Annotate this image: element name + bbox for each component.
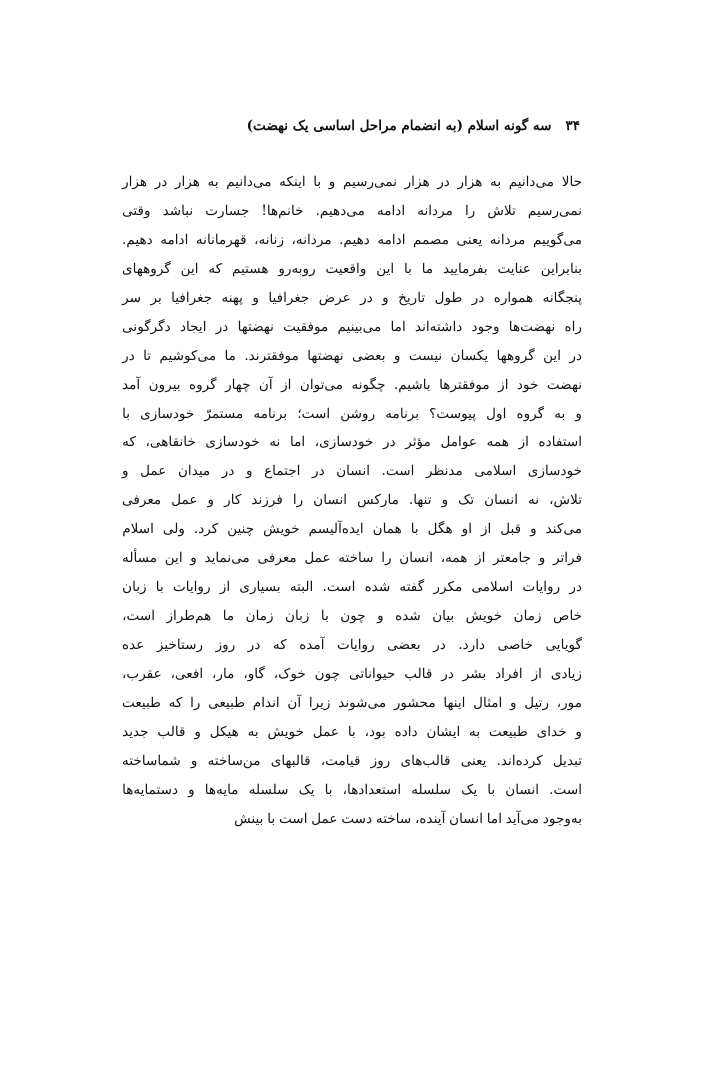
text-line: و به گروه اول پیوست؟ برنامه روشن است؛ برنامه مستمرّ خودسازی با xyxy=(122,405,582,422)
text-line: راه نهضت‌ها وجود داشته‌اند اما می‌بینیم موفقیت نهضتها در ایجاد دگرگونی xyxy=(122,318,582,335)
text-line: نهضت خود از موفقترها باشیم. چگونه می‌توان از آن چهار گروه بیرون آمد xyxy=(122,376,582,393)
running-header xyxy=(128,118,580,134)
text-line: در روایات اسلامی مکرر گفته شده است. البته بسیاری از روایات با زبان xyxy=(122,579,582,596)
body-text xyxy=(122,168,582,834)
text-line: و خدای طبیعت به ایشان داده بود، با عمل خویش به هیکل و قالب جدید xyxy=(122,723,582,740)
text-line: می‌کند و قبل از او هگل با همان ایده‌آلیسم خویش چنین کرد. ولی اسلام xyxy=(122,521,582,538)
text-line: در این گروهها یکسان نیست و بعضی نهضتها موفقترند. ما می‌کوشیم تا در xyxy=(122,347,582,364)
text-line: تبدیل کرده‌اند. یعنی قالب‌های روز قیامت، قالبهای من‌ساخته و شماساخته xyxy=(122,752,582,769)
text-line: استفاده از همه عوامل مؤثر در خودسازی، اما نه خودسازی خانقاهی، که xyxy=(122,434,582,451)
text-line: پنجگانه همواره در طول تاریخ و در عرض جغرافیا و پهنه جغرافیا بر سر xyxy=(122,289,582,306)
text-line: نمی‌رسیم تلاش را مردانه ادامه می‌دهیم. خانم‌ها! جسارت نباشد وقتی xyxy=(122,202,582,219)
text-line: است. انسان با یک سلسله استعدادها، با یک سلسله مایه‌ها و دستمایه‌ها xyxy=(122,781,582,798)
text-line: حالا می‌دانیم به هزار در هزار نمی‌رسیم و با اینکه می‌دانیم به هزار در هزار xyxy=(122,174,582,190)
text-line: بنابراین عنایت بفرمایید ما با این واقعیت روبه‌رو هستیم که این گروههای xyxy=(122,260,582,277)
chapter-title: سه گونه اسلام (به انضمام مراحل اساسی یک نهضت) xyxy=(246,118,552,134)
text-line: خودسازی اسلامی مدنظر است. انسان در اجتماع و در میدان عمل و xyxy=(122,463,582,480)
text-line: گویایی خاصی دارد. در بعضی روایات آمده که در روز رستاخیز عده xyxy=(122,637,582,653)
text-line: می‌گوییم مردانه یعنی مصمم ادامه دهیم. مردانه، زنانه، قهرمانانه ادامه دهیم. xyxy=(122,231,582,248)
text-line: زیادی از افراد بشر در قالب حیواناتی چون خوک، گاو، مار، افعی، عقرب، xyxy=(122,665,582,682)
text-line: خاص زمان خویش بیان شده و چون با زبان زمان ما هم‌طراز است، xyxy=(122,608,582,625)
text-line: به‌وجود می‌آید اما انسان آینده، ساخته دست عمل است با بینش xyxy=(234,810,582,827)
text-line: مور، رتیل و امثال اینها محشور می‌شوند زیرا آن اندام طبیعی را که طبیعت xyxy=(122,694,582,711)
text-line: تلاش، نه انسان تک و تنها. مارکس انسان را فرزند کار و عمل معرفی xyxy=(122,492,582,509)
page-number: ۳۴ xyxy=(565,118,580,134)
text-line: فراتر و جامعتر از همه، انسان را ساخته عمل معرفی می‌نماید و این مسأله xyxy=(122,550,582,567)
